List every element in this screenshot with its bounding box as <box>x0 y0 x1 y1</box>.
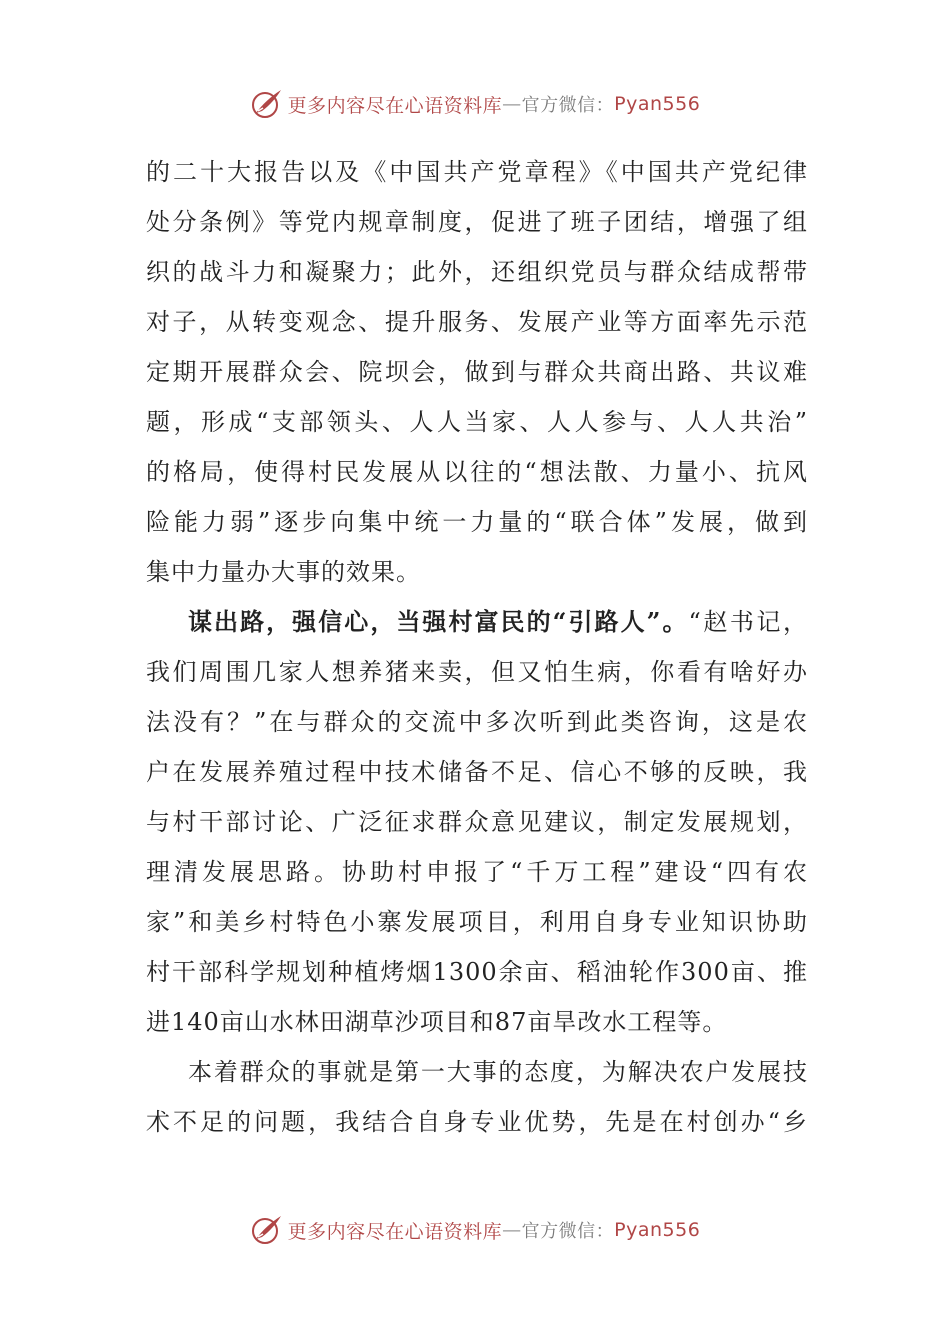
text-line: 法没有？”在与群众的交流中多次听到此类咨询，这是农 <box>146 708 808 736</box>
document-body <box>146 147 808 1147</box>
text-line: 家”和美乡村特色小寨发展项目，利用自身专业知识协助 <box>146 908 808 936</box>
paragraph-heading: 谋出路，强信心，当强村富民的“引路人”。 <box>188 607 689 636</box>
text-line: 织的战斗力和凝聚力；此外，还组织党员与群众结成帮带 <box>146 258 808 286</box>
header-banner <box>0 84 950 124</box>
text-line: 险能力弱”逐步向集中统一力量的“联合体”发展，做到 <box>146 508 808 536</box>
text-line: 处分条例》等党内规章制度，促进了班子团结，增强了组 <box>146 208 808 236</box>
text-line: 与村干部讨论、广泛征求群众意见建议，制定发展规划， <box>146 808 808 836</box>
text-line: 本着群众的事就是第一大事的态度，为解决农户发展技 <box>188 1058 808 1086</box>
text-line: 进140亩山水林田湖草沙项目和87亩旱改水工程等。 <box>146 1008 728 1036</box>
text-line: 对子，从转变观念、提升服务、发展产业等方面率先示范 <box>146 308 808 336</box>
header-separator: — <box>502 93 522 115</box>
text-line: 题，形成“支部领头、人人当家、人人参与、人人共治” <box>146 408 808 436</box>
footer-banner <box>0 1210 950 1250</box>
text-span: “赵书记， <box>688 608 809 636</box>
text-line: 集中力量办大事的效果。 <box>146 558 421 586</box>
text-line: 术不足的问题，我结合自身专业优势，先是在村创办“乡 <box>146 1108 808 1136</box>
footer-text: 更多内容尽在心语资料库 <box>287 1220 503 1243</box>
header-wechat-label: 官方微信： <box>521 95 615 116</box>
quill-logo-icon <box>250 1213 284 1247</box>
text-line: 理清发展思路。协助村申报了“千万工程”建设“四有农 <box>146 858 808 886</box>
text-line: 村干部科学规划种植烤烟1300余亩、稻油轮作300亩、推 <box>146 958 808 986</box>
footer-separator: — <box>502 1219 522 1241</box>
header-wechat-id: Pyan556 <box>614 93 701 115</box>
text-line: 的格局，使得村民发展从以往的“想法散、力量小、抗风 <box>146 458 808 486</box>
header-text: 更多内容尽在心语资料库 <box>287 94 503 117</box>
text-line: 定期开展群众会、院坝会，做到与群众共商出路、共议难 <box>146 358 808 386</box>
footer-wechat-label: 官方微信： <box>521 1221 615 1242</box>
text-line: 我们周围几家人想养猪来卖，但又怕生病，你看有啥好办 <box>146 658 808 686</box>
paragraph-heading-line <box>146 597 808 647</box>
quill-logo-icon <box>250 87 284 121</box>
text-line: 的二十大报告以及《中国共产党章程》《中国共产党纪律 <box>146 158 808 186</box>
text-line: 户在发展养殖过程中技术储备不足、信心不够的反映，我 <box>146 758 808 786</box>
footer-wechat-id: Pyan556 <box>614 1219 701 1241</box>
